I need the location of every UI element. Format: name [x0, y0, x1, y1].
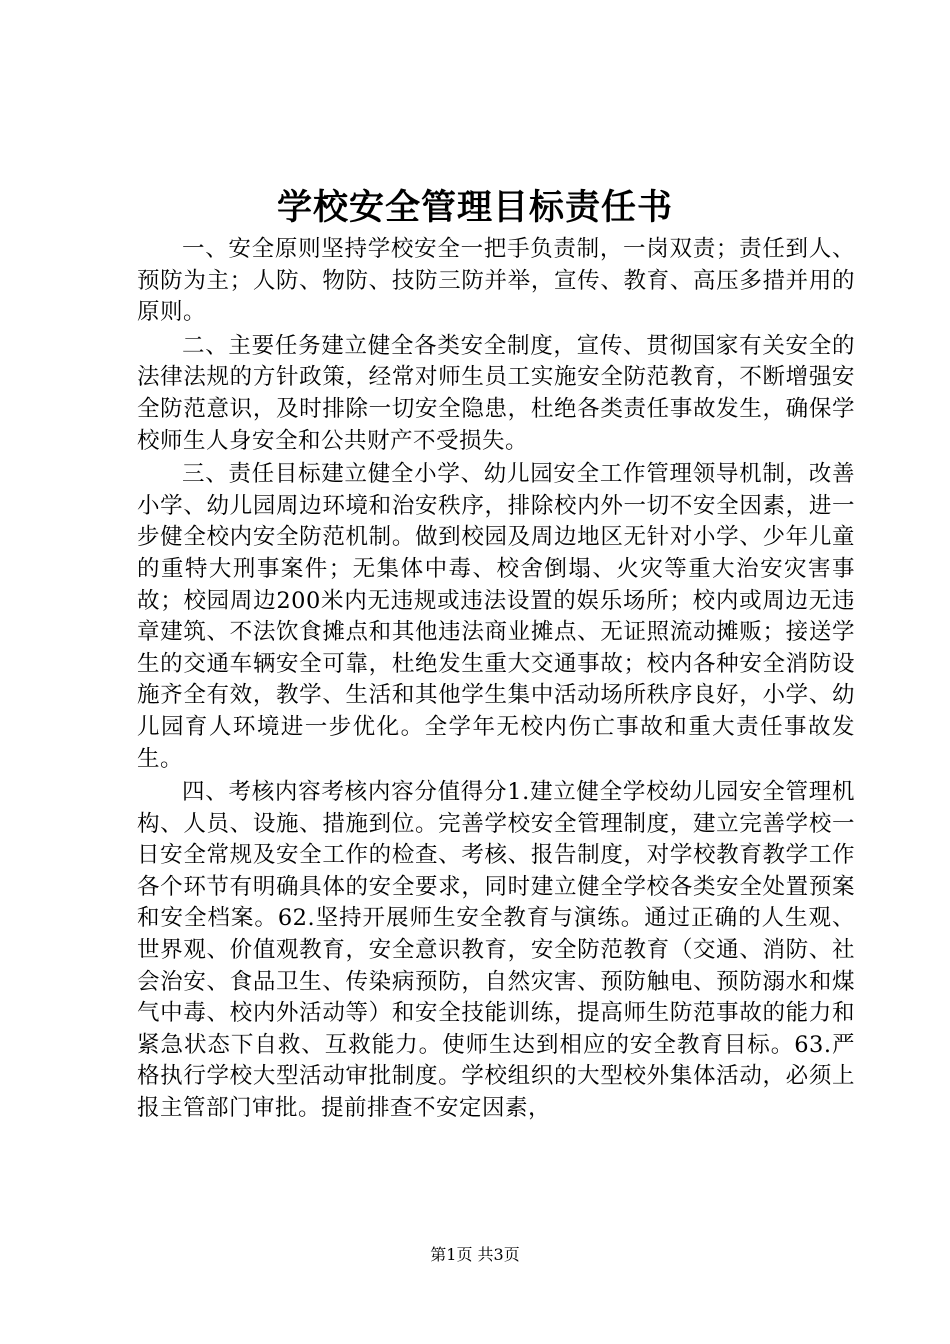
page-number-footer: 第1页 共3页: [430, 1245, 520, 1264]
document-title: 学校安全管理目标责任书: [276, 187, 673, 228]
document-body: [137, 234, 855, 1127]
paragraph-assessment-content: 四、考核内容考核内容分值得分1.建立健全学校幼儿园安全管理机构、人员、设施、措施到位。完善学校安全管理制度，建立完善学校一日安全常规及安全工作的检查、考核、报告制度，对学校教育教学工作各个环节有明确具体的安全要求，同时建立健全学校各类安全处置预案和安全档案。62.坚持开展师生安全教育与演练。通过正确的人生观、世界观、价值观教育，安全意识教育，安全防范教育（交通、消防、社会治安、食品卫生、传染病预防，自然灾害、预防触电、预防溺水和煤气中毒、校内外活动等）和安全技能训练，提高师生防范事故的能力和紧急状态下自救、互救能力。使师生达到相应的安全教育目标。63.严格执行学校大型活动审批制度。学校组织的大型校外集体活动，必须上报主管部门审批。提前排查不安定因素，: [137, 779, 855, 1122]
paragraph-safety-principle: 一、安全原则坚持学校安全一把手负责制，一岗双责；责任到人、预防为主；人防、物防、技防三防并举，宣传、教育、高压多措并用的原则。: [137, 236, 855, 326]
paragraph-responsibility-goals: 三、责任目标建立健全小学、幼儿园安全工作管理领导机制，改善小学、幼儿园周边环境和治安秩序，排除校内外一切不安全因素，进一步健全校内安全防范机制。做到校园及周边地区无针对小学、少年儿童的重特大刑事案件；无集体中毒、校舍倒塌、火灾等重大治安灾害事故；校园周边200米内无违规或违法设置的娱乐场所；校内或周边无违章建筑、不法饮食摊点和其他违法商业摊点、无证照流动摊贩；接送学生的交通车辆安全可靠，杜绝发生重大交通事故；校内各种安全消防设施齐全有效，教学、生活和其他学生集中活动场所秩序良好，小学、幼儿园育人环境进一步优化。全学年无校内伤亡事故和重大责任事故发生。: [137, 461, 855, 772]
paragraph-main-tasks: 二、主要任务建立健全各类安全制度，宣传、贯彻国家有关安全的法律法规的方针政策，经常对师生员工实施安全防范教育，不断增强安全防范意识，及时排除一切安全隐患，杜绝各类责任事故发生，确保学校师生人身安全和公共财产不受损失。: [137, 332, 855, 454]
